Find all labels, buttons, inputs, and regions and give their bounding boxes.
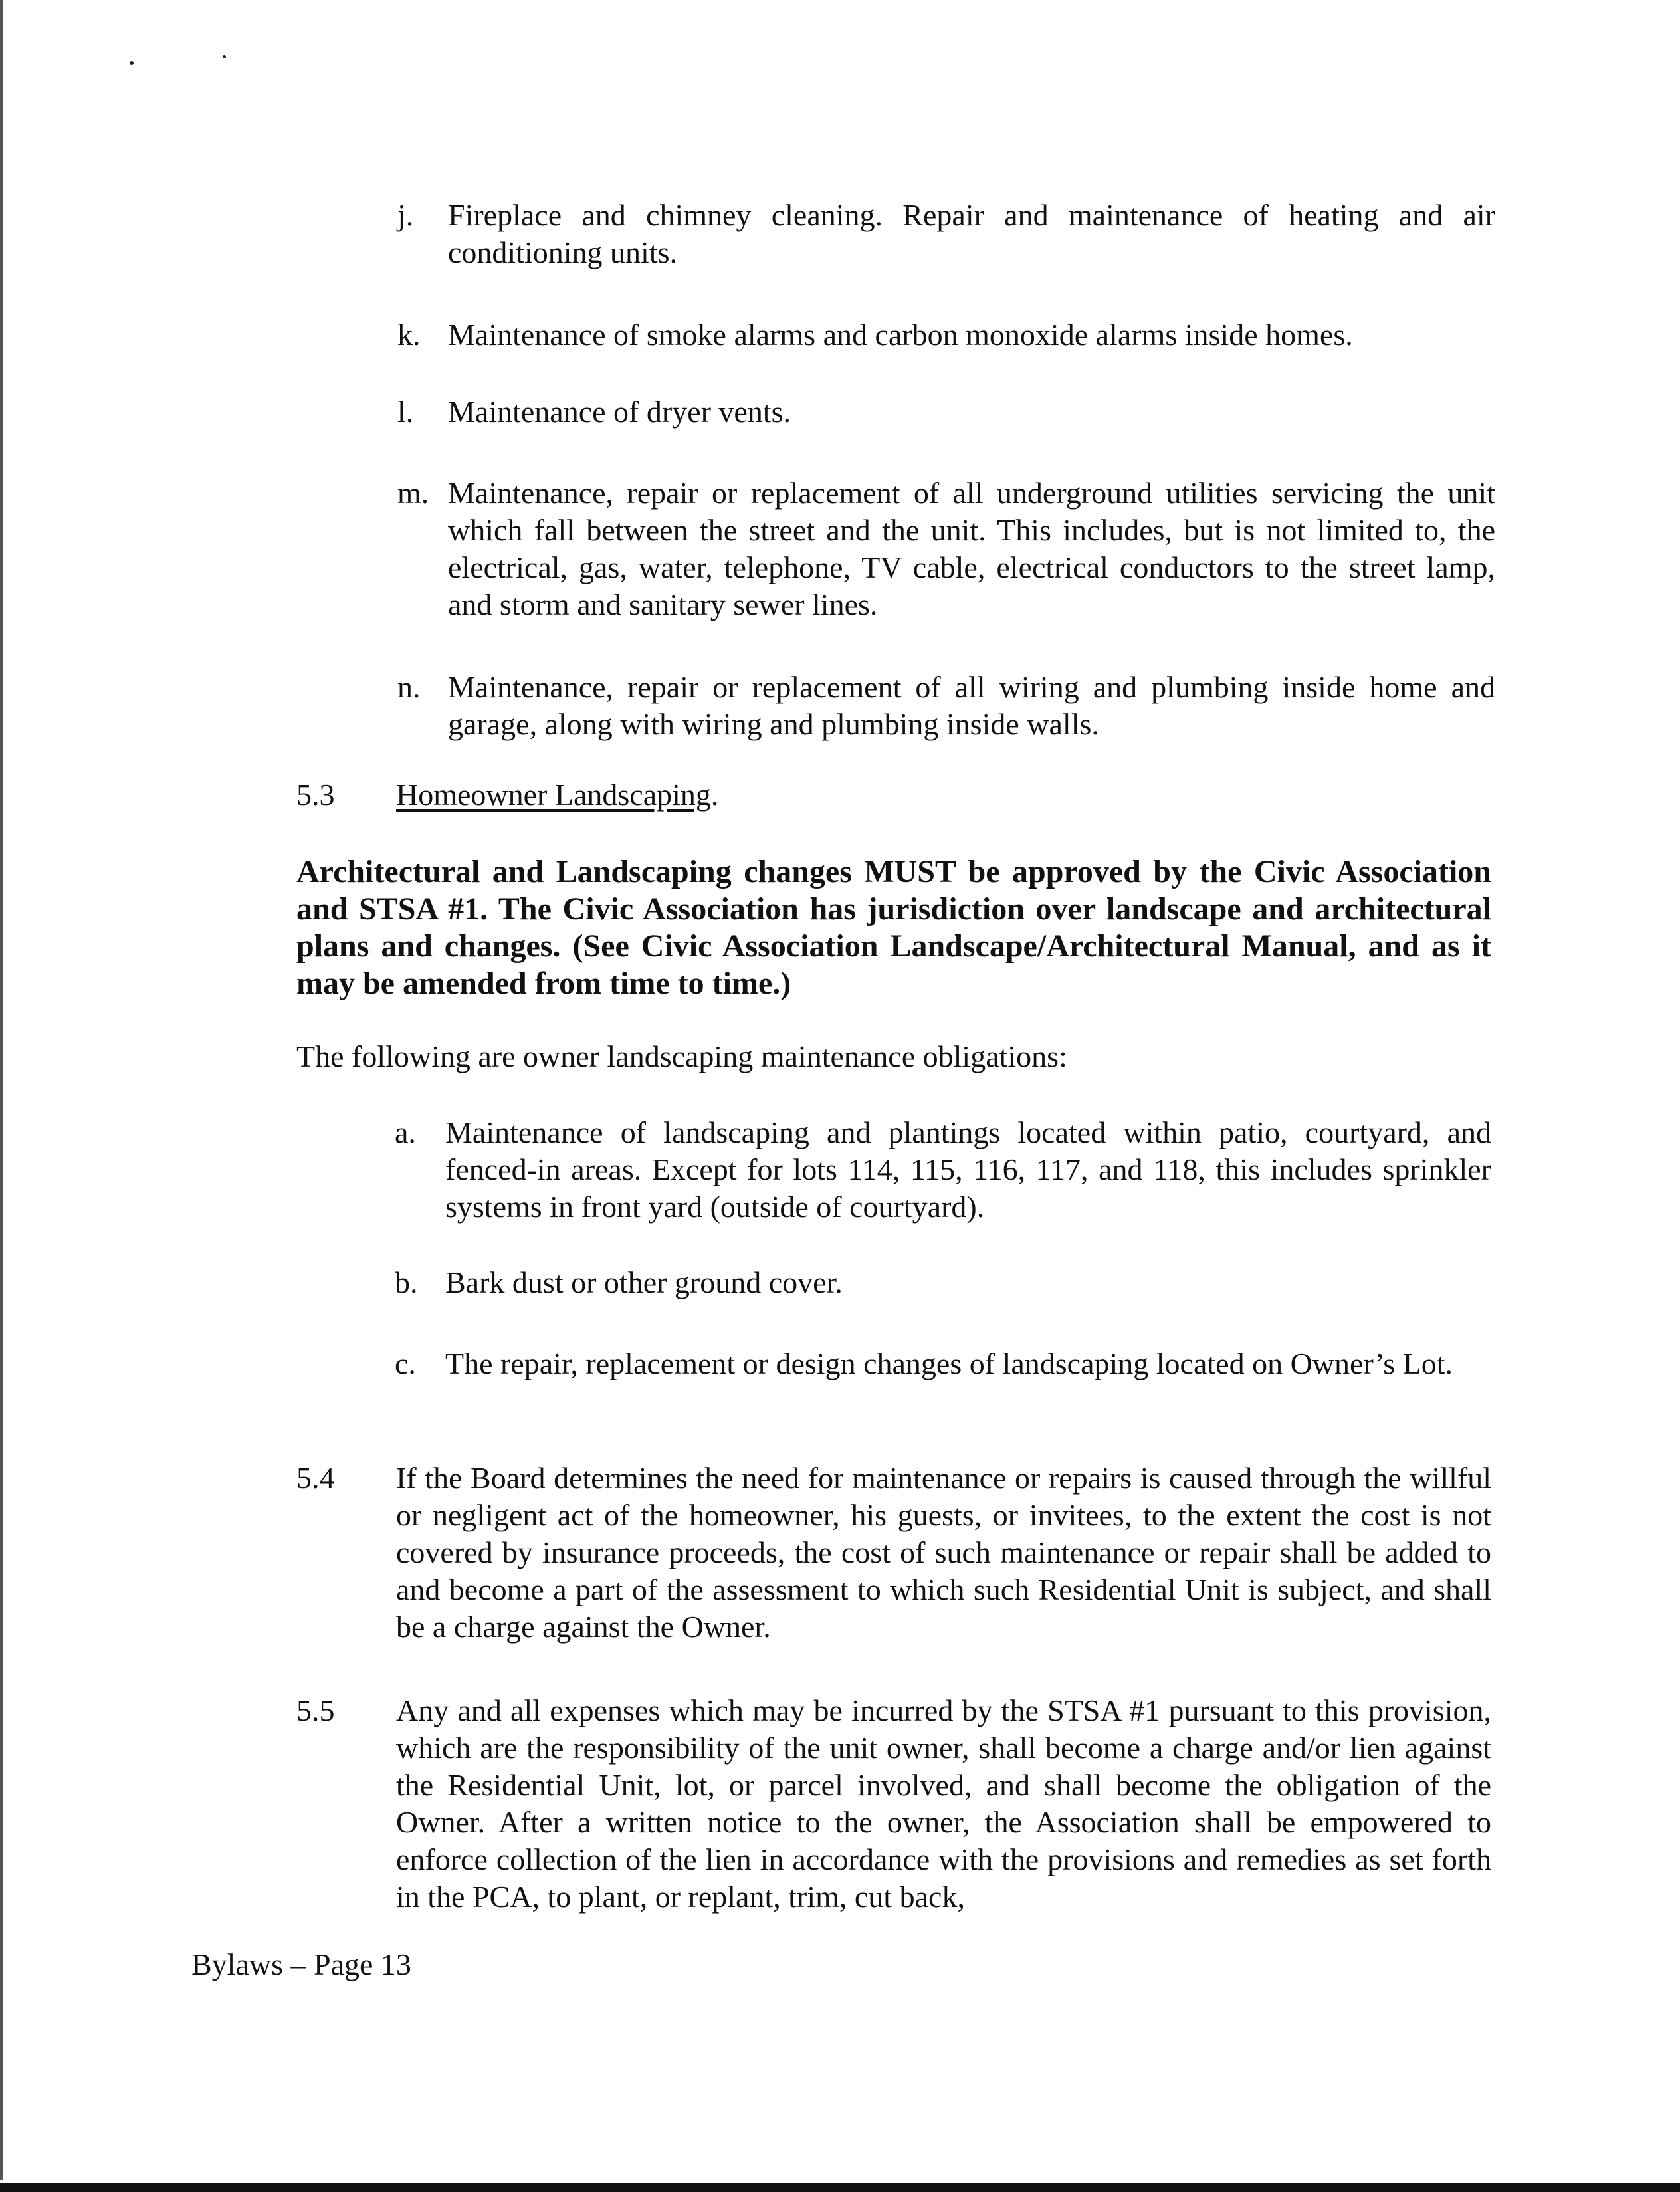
- list-item-text: Fireplace and chimney cleaning. Repair and maintenance of heating and air conditioning units.: [448, 198, 1495, 269]
- intro-text: The following are owner landscaping maintenance obligations:: [296, 1040, 1067, 1073]
- list-marker: c.: [395, 1347, 416, 1380]
- section-number: 5.5: [296, 1694, 335, 1727]
- list-item-m: [397, 475, 1495, 623]
- section-heading-5-3: [296, 776, 1491, 814]
- list-item-text: Bark dust or other ground cover.: [445, 1265, 843, 1299]
- list-item-text: Maintenance of dryer vents.: [448, 395, 791, 429]
- list-marker: a.: [395, 1115, 416, 1149]
- list-item-j: [397, 197, 1495, 271]
- list-item-text: Maintenance, repair or replacement of all wiring and plumbing inside home and garage, along with wiring and plumbing inside walls.: [448, 670, 1495, 741]
- section-text: If the Board determines the need for maintenance or repairs is caused through the willful or negligent act of the homeowner, his guests, or invitees, to the extent the cost is not covered by insurance proceeds, the cost of such maintenance or repair shall be added to and become a part of the assessment to which such Residential Unit is subject, and shall be a charge against the Owner.: [396, 1461, 1491, 1644]
- list-marker: n.: [397, 670, 421, 704]
- list-marker: k.: [397, 318, 421, 352]
- list-item-c: [395, 1345, 1491, 1420]
- section-title-suffix: .: [710, 778, 719, 812]
- list-item-n: [397, 669, 1495, 743]
- scan-speck: [223, 55, 226, 58]
- list-marker: j.: [397, 198, 414, 232]
- section-5-5: [296, 1692, 1491, 1916]
- list-item-text: Maintenance of smoke alarms and carbon monoxide alarms inside homes.: [448, 318, 1353, 352]
- list-item-text: Maintenance, repair or replacement of all underground utilities servicing the unit which fall between the street and the unit. This includes, but is not limited to, the electrical, gas, water, telephone, TV cable, electrical conductors to the street lamp, and storm and sanitary sewer lines.: [448, 476, 1495, 621]
- list-item-k: [397, 316, 1495, 354]
- list-marker: l.: [397, 395, 414, 429]
- section-title-wrap: [396, 776, 1491, 814]
- list-item-a: [395, 1114, 1491, 1226]
- list-marker: b.: [395, 1265, 418, 1299]
- section-number: 5.4: [296, 1461, 335, 1495]
- section-title: Homeowner Landscaping: [396, 778, 711, 812]
- list-item-text: Maintenance of landscaping and plantings located within patio, courtyard, and fenced-in areas. Except for lots 114, 115, 116, 117, and 118, this includes sprinkler systems in front yard (outside of courtyard).: [445, 1115, 1491, 1224]
- section-5-4: [296, 1460, 1491, 1646]
- section-number: 5.3: [296, 778, 335, 812]
- list-marker: m.: [397, 476, 429, 510]
- list-item-text: The repair, replacement or design changes of landscaping located on Owner’s Lot.: [445, 1347, 1453, 1380]
- bold-notice: Architectural and Landscaping changes MUST be approved by the Civic Association and STSA #1. The Civic Association has jurisdiction over landscape and architectural plans and changes. (See Civic Association Landscape/Architectural Manual, and as it may be amended from time to time.): [296, 854, 1491, 1001]
- page-footer: Bylaws – Page 13: [191, 1947, 411, 1981]
- list-item-b: [395, 1264, 1491, 1301]
- scan-left-edge: [0, 0, 3, 2180]
- list-item-l: [397, 393, 1495, 431]
- scan-speck: [130, 61, 134, 65]
- scan-bottom-edge: [0, 2183, 1680, 2192]
- section-text: Any and all expenses which may be incurred by the STSA #1 pursuant to this provision, which are the responsibility of the unit owner, shall become a charge and/or lien against the Residential Unit, lot, or parcel involved, and shall become the obligation of the Owner. After a written notice to the owner, the Association shall be empowered to enforce collection of the lien in accordance with the provisions and remedies as set forth in the PCA, to plant, or replant, trim, cut back,: [396, 1694, 1491, 1914]
